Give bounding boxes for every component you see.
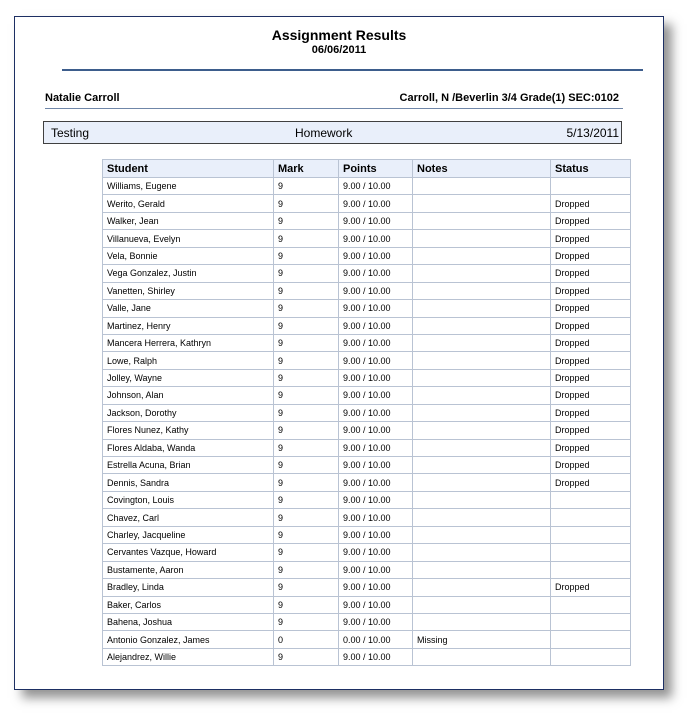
mark-cell: 9 — [274, 247, 339, 264]
status-cell — [551, 648, 631, 665]
points-cell: 9.00 / 10.00 — [339, 230, 413, 247]
points-cell: 9.00 / 10.00 — [339, 352, 413, 369]
status-cell — [551, 526, 631, 543]
status-cell: Dropped — [551, 247, 631, 264]
student-name-cell: Vela, Bonnie — [103, 247, 274, 264]
status-cell: Dropped — [551, 265, 631, 282]
mark-cell: 9 — [274, 195, 339, 212]
points-cell: 9.00 / 10.00 — [339, 509, 413, 526]
points-cell: 9.00 / 10.00 — [339, 300, 413, 317]
student-name-cell: Vanetten, Shirley — [103, 282, 274, 299]
mark-cell: 9 — [274, 300, 339, 317]
table-row — [103, 631, 631, 648]
table-row — [103, 387, 631, 404]
table-row — [103, 352, 631, 369]
table-row — [103, 334, 631, 351]
notes-cell — [413, 334, 551, 351]
mark-cell: 9 — [274, 317, 339, 334]
student-name-cell: Bustamente, Aaron — [103, 561, 274, 578]
table-row — [103, 544, 631, 561]
student-name-cell: Vega Gonzalez, Justin — [103, 265, 274, 282]
points-cell: 9.00 / 10.00 — [339, 265, 413, 282]
student-name-cell: Flores Aldaba, Wanda — [103, 439, 274, 456]
points-cell: 9.00 / 10.00 — [339, 422, 413, 439]
table-row — [103, 457, 631, 474]
notes-cell — [413, 526, 551, 543]
assignment-name: Homework — [295, 126, 353, 140]
student-name-cell: Martinez, Henry — [103, 317, 274, 334]
notes-cell — [413, 195, 551, 212]
status-cell: Dropped — [551, 195, 631, 212]
status-cell: Dropped — [551, 579, 631, 596]
points-cell: 9.00 / 10.00 — [339, 195, 413, 212]
notes-cell: Missing — [413, 631, 551, 648]
mark-cell: 9 — [274, 282, 339, 299]
points-cell: 9.00 / 10.00 — [339, 579, 413, 596]
status-cell — [551, 491, 631, 508]
student-name-cell: Walker, Jean — [103, 212, 274, 229]
mark-cell: 0 — [274, 631, 339, 648]
student-name-cell: Jackson, Dorothy — [103, 404, 274, 421]
notes-cell — [413, 648, 551, 665]
report-date: 06/06/2011 — [311, 44, 367, 56]
student-name-cell: Johnson, Alan — [103, 387, 274, 404]
status-cell: Dropped — [551, 457, 631, 474]
student-name-cell: Villanueva, Evelyn — [103, 230, 274, 247]
column-header-notes: Notes — [413, 160, 551, 178]
report-page — [14, 16, 664, 690]
points-cell: 0.00 / 10.00 — [339, 631, 413, 648]
student-name-cell: Cervantes Vazque, Howard — [103, 544, 274, 561]
mark-cell: 9 — [274, 648, 339, 665]
table-row — [103, 596, 631, 613]
points-cell: 9.00 / 10.00 — [339, 404, 413, 421]
mark-cell: 9 — [274, 352, 339, 369]
student-name-cell: Mancera Herrera, Kathryn — [103, 334, 274, 351]
table-row — [103, 648, 631, 665]
student-name-cell: Bradley, Linda — [103, 579, 274, 596]
status-cell: Dropped — [551, 317, 631, 334]
mark-cell: 9 — [274, 265, 339, 282]
column-header-mark: Mark — [274, 160, 339, 178]
notes-cell — [413, 474, 551, 491]
mark-cell: 9 — [274, 526, 339, 543]
status-cell: Dropped — [551, 369, 631, 386]
column-header-student: Student — [103, 160, 274, 178]
notes-cell — [413, 457, 551, 474]
student-name-cell: Bahena, Joshua — [103, 613, 274, 630]
points-cell: 9.00 / 10.00 — [339, 526, 413, 543]
notes-cell — [413, 596, 551, 613]
section-divider — [45, 108, 623, 109]
table-row — [103, 300, 631, 317]
mark-cell: 9 — [274, 439, 339, 456]
points-cell: 9.00 / 10.00 — [339, 544, 413, 561]
table-row — [103, 212, 631, 229]
table-row — [103, 439, 631, 456]
status-cell: Dropped — [551, 474, 631, 491]
notes-cell — [413, 282, 551, 299]
notes-cell — [413, 509, 551, 526]
points-cell: 9.00 / 10.00 — [339, 596, 413, 613]
notes-cell — [413, 439, 551, 456]
points-cell: 9.00 / 10.00 — [339, 178, 413, 195]
points-cell: 9.00 / 10.00 — [339, 474, 413, 491]
status-cell: Dropped — [551, 404, 631, 421]
status-cell — [551, 613, 631, 630]
table-header-row — [103, 160, 631, 178]
table-body — [103, 178, 631, 666]
points-cell: 9.00 / 10.00 — [339, 282, 413, 299]
notes-cell — [413, 230, 551, 247]
mark-cell: 9 — [274, 212, 339, 229]
status-cell: Dropped — [551, 387, 631, 404]
points-cell: 9.00 / 10.00 — [339, 369, 413, 386]
status-cell — [551, 596, 631, 613]
mark-cell: 9 — [274, 334, 339, 351]
student-name-cell: Valle, Jane — [103, 300, 274, 317]
table-row — [103, 247, 631, 264]
table-row — [103, 195, 631, 212]
notes-cell — [413, 544, 551, 561]
status-cell — [551, 631, 631, 648]
points-cell: 9.00 / 10.00 — [339, 212, 413, 229]
report-title: Assignment Results — [271, 27, 407, 43]
table-row — [103, 561, 631, 578]
table-row — [103, 404, 631, 421]
status-cell: Dropped — [551, 422, 631, 439]
status-cell: Dropped — [551, 212, 631, 229]
table-row — [103, 265, 631, 282]
table-row — [103, 613, 631, 630]
points-cell: 9.00 / 10.00 — [339, 457, 413, 474]
notes-cell — [413, 422, 551, 439]
notes-cell — [413, 404, 551, 421]
mark-cell: 9 — [274, 509, 339, 526]
status-cell — [551, 509, 631, 526]
mark-cell: 9 — [274, 596, 339, 613]
status-cell — [551, 178, 631, 195]
notes-cell — [413, 387, 551, 404]
notes-cell — [413, 178, 551, 195]
assignment-due-date: 5/13/2011 — [566, 126, 619, 140]
mark-cell: 9 — [274, 422, 339, 439]
student-name-cell: Jolley, Wayne — [103, 369, 274, 386]
table-row — [103, 509, 631, 526]
notes-cell — [413, 265, 551, 282]
student-name-cell: Lowe, Ralph — [103, 352, 274, 369]
table-row — [103, 474, 631, 491]
mark-cell: 9 — [274, 544, 339, 561]
results-table — [102, 159, 631, 666]
notes-cell — [413, 369, 551, 386]
notes-cell — [413, 613, 551, 630]
table-row — [103, 369, 631, 386]
points-cell: 9.00 / 10.00 — [339, 561, 413, 578]
student-name-cell: Williams, Eugene — [103, 178, 274, 195]
mark-cell: 9 — [274, 491, 339, 508]
notes-cell — [413, 212, 551, 229]
student-name-cell: Dennis, Sandra — [103, 474, 274, 491]
student-name-cell: Werito, Gerald — [103, 195, 274, 212]
points-cell: 9.00 / 10.00 — [339, 613, 413, 630]
notes-cell — [413, 247, 551, 264]
mark-cell: 9 — [274, 369, 339, 386]
notes-cell — [413, 317, 551, 334]
mark-cell: 9 — [274, 457, 339, 474]
points-cell: 9.00 / 10.00 — [339, 317, 413, 334]
status-cell: Dropped — [551, 352, 631, 369]
header-divider — [62, 69, 643, 71]
points-cell: 9.00 / 10.00 — [339, 491, 413, 508]
student-name-cell: Alejandrez, Willie — [103, 648, 274, 665]
table-row — [103, 317, 631, 334]
student-name-cell: Antonio Gonzalez, James — [103, 631, 274, 648]
status-cell: Dropped — [551, 230, 631, 247]
points-cell: 9.00 / 10.00 — [339, 648, 413, 665]
student-name-cell: Covington, Louis — [103, 491, 274, 508]
mark-cell: 9 — [274, 230, 339, 247]
section-name: Carroll, N /Beverlin 3/4 Grade(1) SEC:0102 — [399, 92, 619, 104]
notes-cell — [413, 352, 551, 369]
mark-cell: 9 — [274, 178, 339, 195]
status-cell — [551, 561, 631, 578]
status-cell: Dropped — [551, 300, 631, 317]
student-name-cell: Baker, Carlos — [103, 596, 274, 613]
notes-cell — [413, 561, 551, 578]
teacher-name: Natalie Carroll — [45, 92, 120, 104]
points-cell: 9.00 / 10.00 — [339, 247, 413, 264]
student-name-cell: Flores Nunez, Kathy — [103, 422, 274, 439]
status-cell: Dropped — [551, 439, 631, 456]
mark-cell: 9 — [274, 561, 339, 578]
status-cell: Dropped — [551, 282, 631, 299]
table-row — [103, 230, 631, 247]
student-name-cell: Chavez, Carl — [103, 509, 274, 526]
mark-cell: 9 — [274, 613, 339, 630]
notes-cell — [413, 491, 551, 508]
table-row — [103, 526, 631, 543]
points-cell: 9.00 / 10.00 — [339, 439, 413, 456]
student-name-cell: Charley, Jacqueline — [103, 526, 274, 543]
table-row — [103, 422, 631, 439]
mark-cell: 9 — [274, 404, 339, 421]
status-cell: Dropped — [551, 334, 631, 351]
mark-cell: 9 — [274, 579, 339, 596]
assignment-info-bar — [43, 121, 622, 144]
table-row — [103, 178, 631, 195]
status-cell — [551, 544, 631, 561]
notes-cell — [413, 300, 551, 317]
table-row — [103, 579, 631, 596]
table-row — [103, 491, 631, 508]
mark-cell: 9 — [274, 387, 339, 404]
points-cell: 9.00 / 10.00 — [339, 334, 413, 351]
points-cell: 9.00 / 10.00 — [339, 387, 413, 404]
mark-cell: 9 — [274, 474, 339, 491]
notes-cell — [413, 579, 551, 596]
student-name-cell: Estrella Acuna, Brian — [103, 457, 274, 474]
assignment-category: Testing — [51, 126, 90, 140]
column-header-points: Points — [339, 160, 413, 178]
column-header-status: Status — [551, 160, 631, 178]
table-row — [103, 282, 631, 299]
